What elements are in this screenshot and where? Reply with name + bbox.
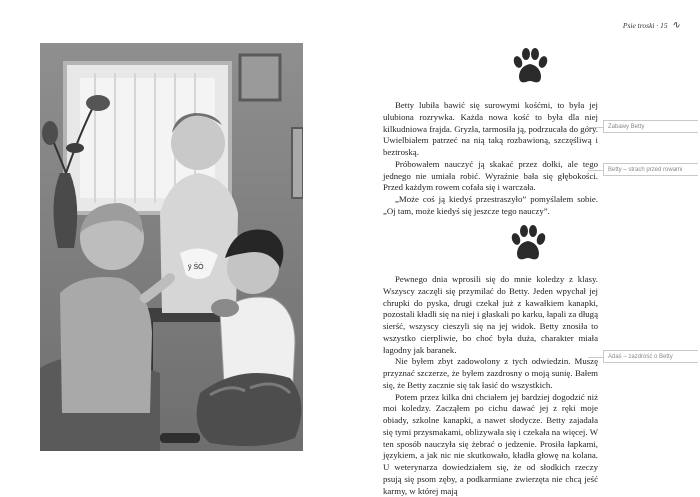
text-section-1: [383, 100, 598, 218]
text-section-2: [383, 274, 598, 497]
paragraph: Próbowałem nauczyć ją skakać przez dołki, ale tego jednego nie umiała robić. Wyraźnie bała się głębokości. Przed każdym rowem cofała się i warczała.: [383, 159, 598, 194]
chapter-illustration: [40, 43, 303, 451]
paw-print-icon: [510, 46, 550, 86]
snack-bag-text: ÿ ŚÓ: [188, 262, 204, 271]
paragraph: Pewnego dnia wprosili się do mnie koledzy z klasy. Wszyscy zaczęli się przymilać do Betty. Jeden wpychał jej chrupki do pyska, drugi czekał już z kawałkiem kanapki, pozostali kładli się na niej i głaskali po karku, łapali za długą sierść, wszyscy cieszyli się na jej widok. Betty znosiła to wszystko cierpliwie, bo choć była duża, charakter miała łagodny jak baranek.: [383, 274, 598, 356]
wall-picture: [240, 55, 280, 100]
margin-note-zabawy[interactable]: Zabawy Betty: [603, 120, 698, 133]
paragraph: Betty lubiła bawić się surowymi kośćmi, to była jej ulubiona rozrywka. Każda nowa kość to była dla niej kilkudniowa frajda. Gryzła, tarmosiła ją, podrzucała do góry. Uwielbiałem patrzeć na nią taką rozbawioną, szczęśliwą i beztroską.: [383, 100, 598, 159]
margin-note-connector: [588, 127, 604, 128]
running-header: [623, 20, 680, 31]
paragraph: „Może coś ją kiedyś przestraszyło” pomyślałem sobie. „Oj tam, może kiedyś się jeszcze tego nauczy”.: [383, 194, 598, 218]
paragraph: Potem przez kilka dni chciałem jej bardziej dogodzić niż moi koledzy. Zacząłem po cichu dawać jej z ręki moje obiady, szkolne kanapki, a nawet słodycze. Betty zajadała się tymi przysmakami, oblizywała się i czekała na więcej. W ten sposób nauczyła się żebrać o jedzenie. Prosiła łapkami, językiem, a jak nic nie skutkowało, kładła głowę na kolana. U weterynarza dowiedziałem się, że od słodkich rzeczy psują się psom zęby, a podkarmiane zwierzęta nie chcą jeść karmy, w której mają: [383, 392, 598, 497]
paw-print-icon: [508, 223, 548, 263]
margin-note-connector: [588, 357, 604, 358]
margin-note-zazdrosc[interactable]: Adaś – zazdrość o Betty: [603, 350, 698, 363]
flourish-ornament: ∿: [672, 20, 680, 31]
margin-note-strach[interactable]: Betty – strach przed rowami: [603, 163, 698, 176]
margin-note-connector: [588, 170, 604, 171]
paragraph: Nie byłem zbyt zadowolony z tych odwiedzin. Muszę przyznać szczerze, że byłem zazdrosny o moją sunię. Bałem się, że Betty zacznie się tak łasić do wszystkich.: [383, 356, 598, 391]
running-title: Psie troski · 15: [623, 21, 668, 30]
